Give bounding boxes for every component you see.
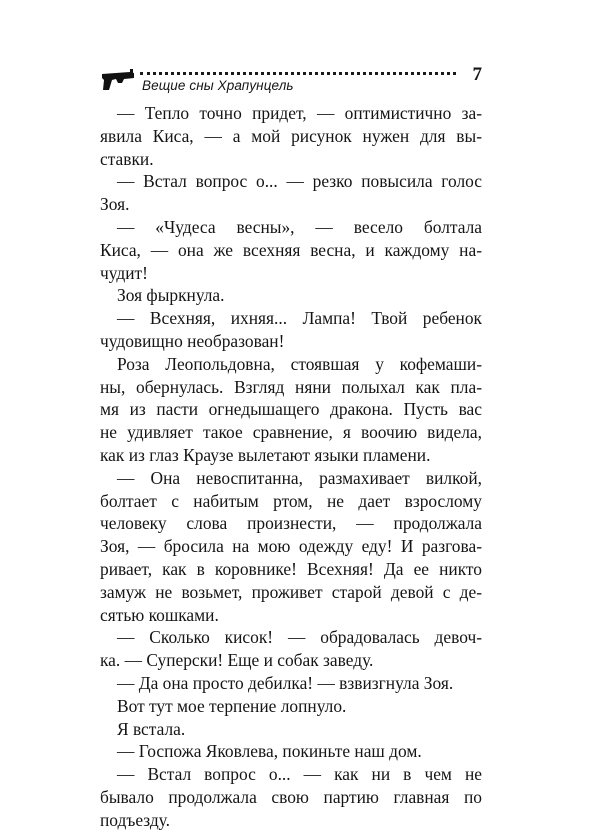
page-number: 7 (472, 64, 482, 85)
text-line: чудовищно необразован! (100, 330, 285, 351)
text-line: Зоя. (100, 194, 130, 215)
book-title: Вещие сны Храпунцель (142, 78, 294, 93)
text-line: явила Киса, — а мой рисунок нужен для вы- (100, 125, 482, 146)
text-line: — Встал вопрос о... — резко повысила голос (117, 171, 482, 192)
running-header (100, 62, 482, 98)
text-line: — Да она просто дебилка! — взвизгнула Зоя. (117, 672, 454, 693)
text-line: — Всехняя, ихняя... Лампа! Твой ребенок (117, 308, 482, 329)
text-line: Вот тут мое терпение лопнуло. (117, 695, 347, 716)
text-line: ривает, как в коровнике! Всехняя! Да ее никто (100, 558, 482, 579)
text-line: Зоя фыркнула. (117, 285, 225, 306)
text-line: — Она невоспитанна, размахивает вилкой, (117, 467, 482, 488)
text-line: чудит! (100, 262, 148, 283)
text-line: — Тепло точно придет, — оптимистично за- (117, 103, 482, 123)
text-line: не удивляет такое сравнение, я воочию видела, (100, 422, 482, 443)
text-line: — «Чудеса весны», — весело болтала (117, 216, 482, 237)
text-line: ставки. (100, 148, 154, 169)
text-line: сятью кошками. (100, 604, 219, 625)
text-line: Киса, — она же всехняя весна, и каждому на- (100, 239, 482, 260)
text-line: — Госпожа Яковлева, покиньте наш дом. (117, 741, 422, 762)
header-dotted-rule (140, 72, 456, 75)
text-line: замуж не возьмет, проживет старой девой с де- (100, 581, 482, 602)
text-line: ны, обернулась. Взгляд няни полыхал как пла- (100, 376, 482, 397)
revolver-icon (100, 66, 140, 92)
text-line: Зоя, — бросила на мою одежду еду! И разгова- (100, 536, 482, 557)
text-line: Я встала. (117, 718, 186, 739)
text-line: болтает с набитым ртом, не дает взрослому (100, 490, 482, 511)
text-line: бывало продолжала свою партию главная по (100, 786, 482, 807)
text-line: человеку слова произнести, — продолжала (100, 513, 482, 534)
text-line: — Сколько кисок! — обрадовалась девоч- (117, 627, 482, 648)
page-body-text (100, 102, 482, 832)
text-line: — Встал вопрос о... — как ни в чем не (117, 764, 482, 785)
text-line: Роза Леопольдовна, стоявшая у кофемаши- (117, 353, 482, 374)
text-line: подъезду. (100, 809, 170, 830)
text-line: ка. — Суперски! Еще и собак заведу. (100, 650, 374, 671)
text-line: мя из пасти огнедышащего дракона. Пусть вас (100, 399, 482, 420)
text-line: как из глаз Краузе вылетают языки пламени. (100, 444, 431, 465)
